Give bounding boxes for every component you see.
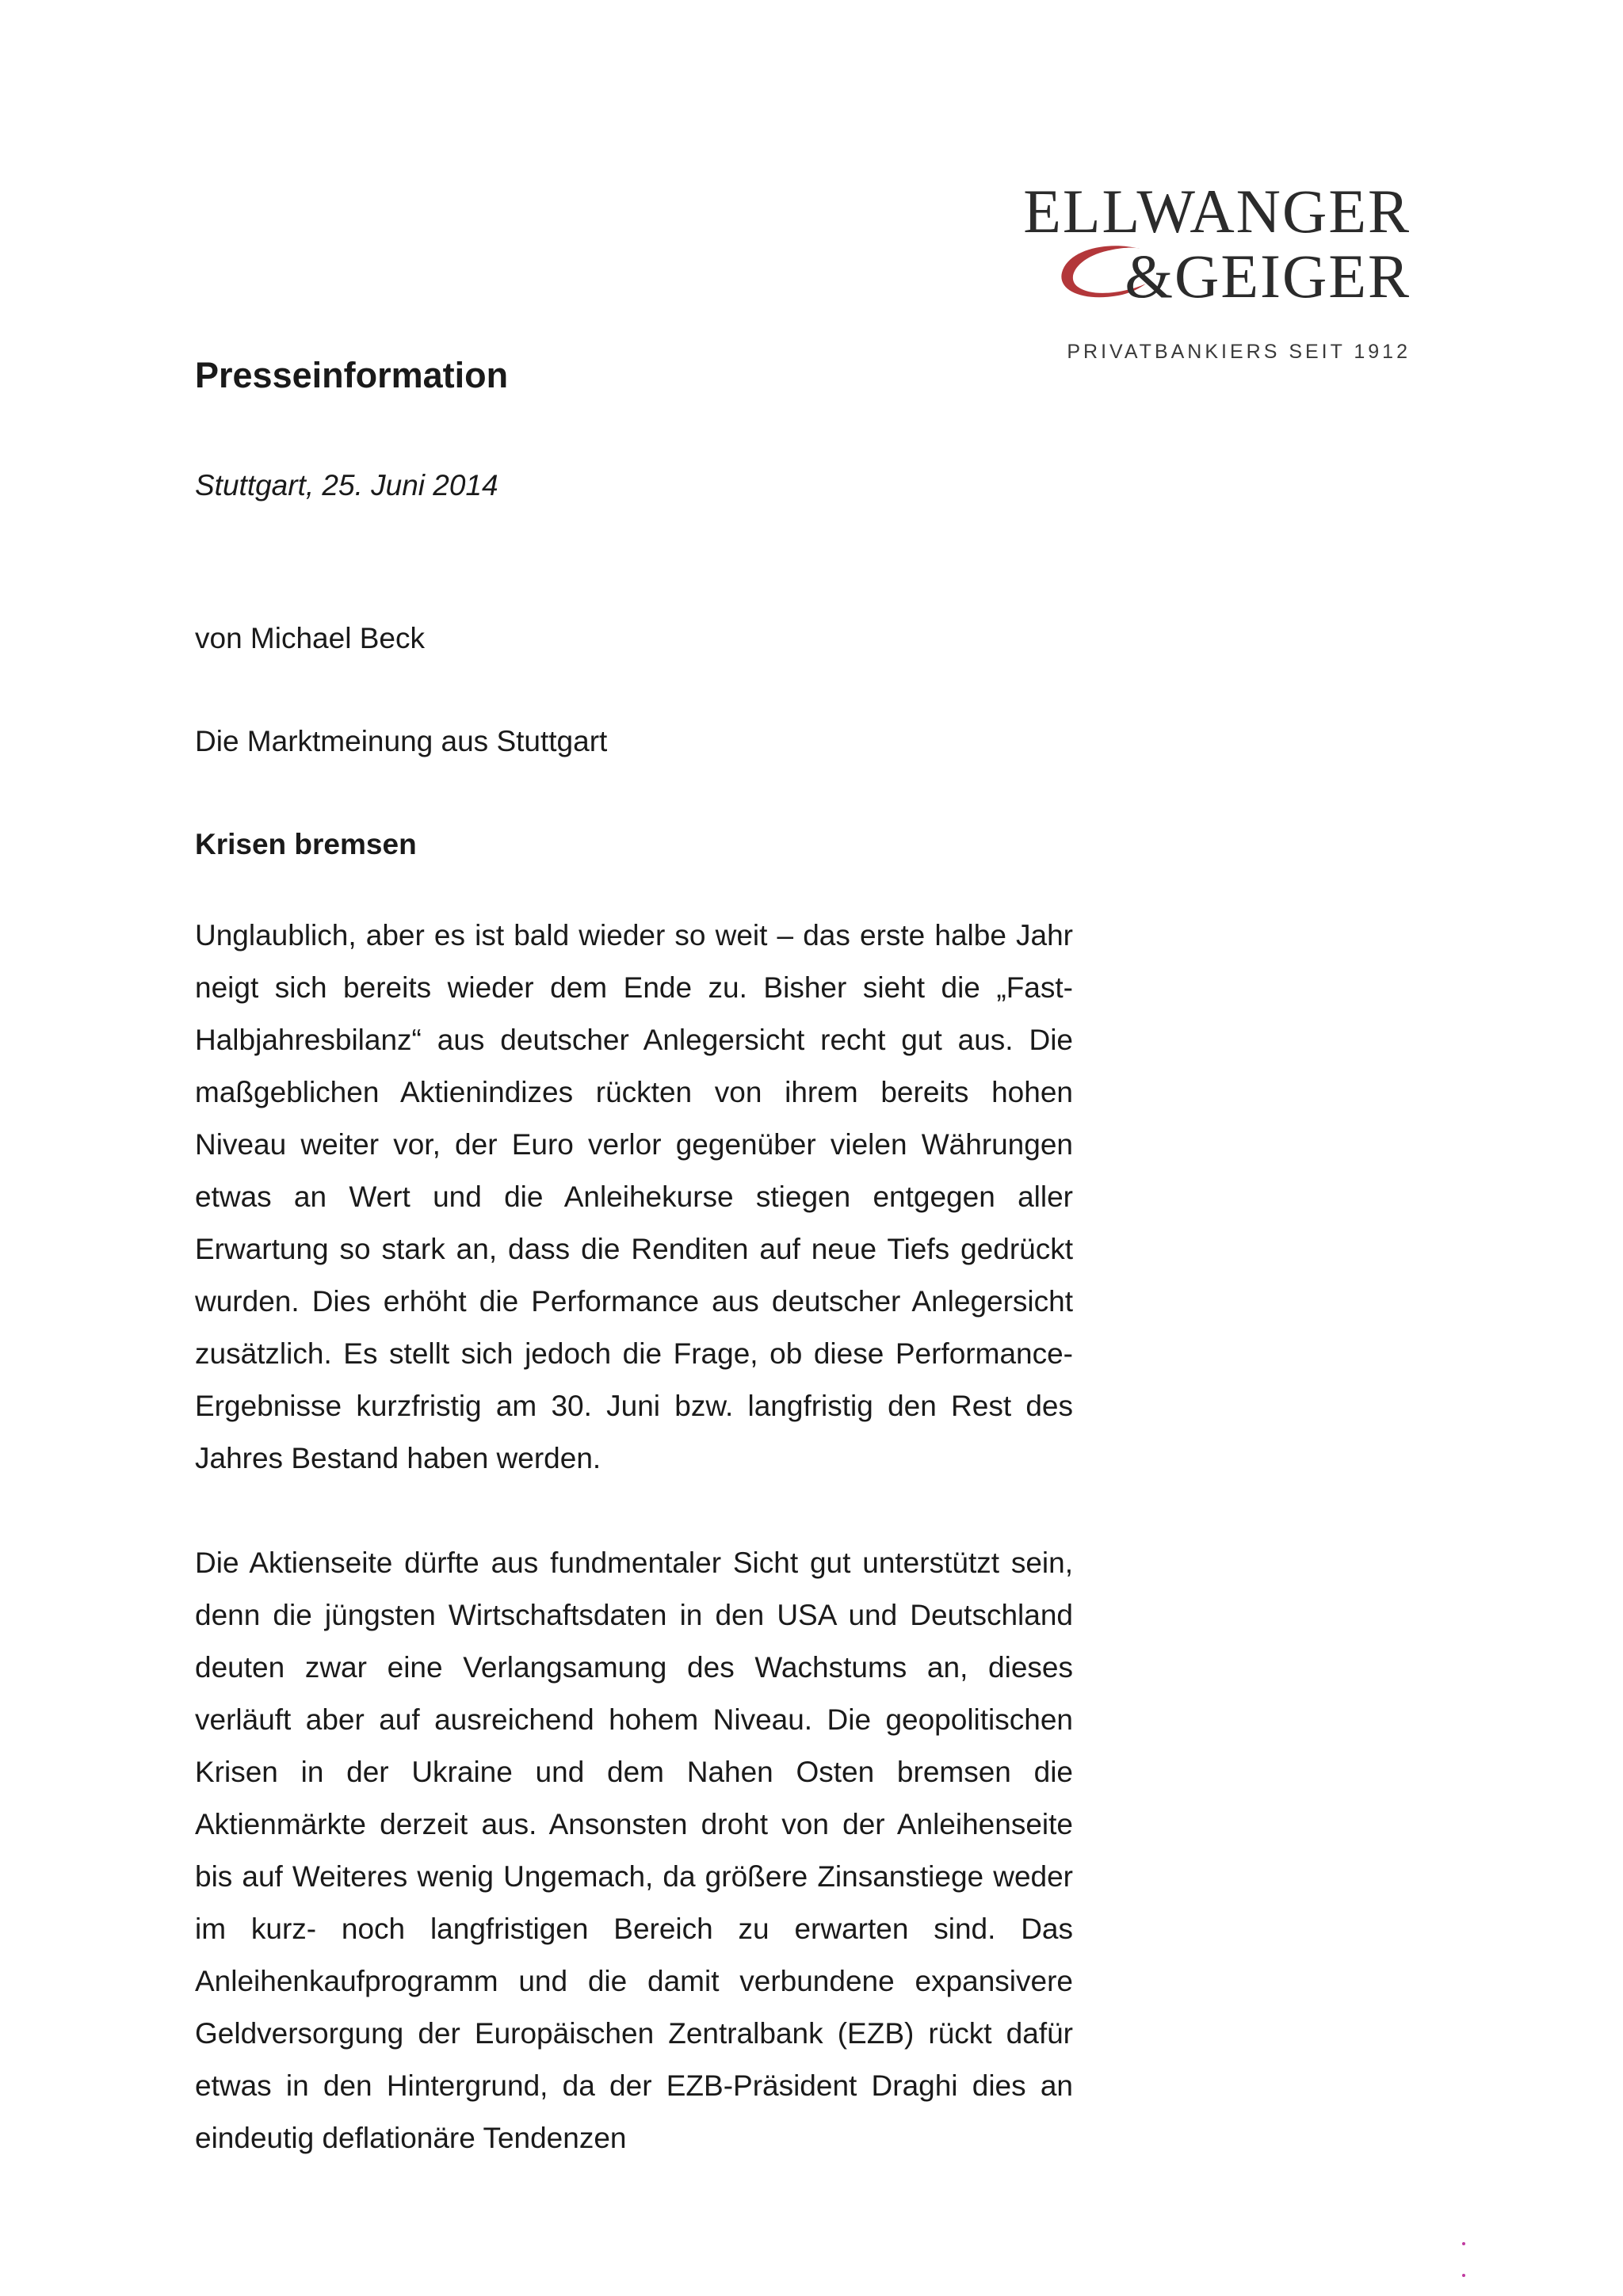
logo-wordmark-line2: &GEIGER: [1125, 242, 1411, 311]
release-date: Stuttgart, 25. Juni 2014: [195, 469, 498, 502]
article-headline: Krisen bremsen: [195, 828, 417, 860]
author-line: von Michael Beck: [195, 622, 425, 654]
company-logo: [1023, 177, 1411, 371]
corner-dot: [1462, 2242, 1465, 2245]
logo-wordmark-line1: ELLWANGER: [1023, 177, 1411, 246]
body-paragraph-2: Die Aktienseite dürfte aus fundmentaler Sicht gut unterstützt sein, denn die jüngsten Wirtschaftsdaten in den USA und Deutschland deuten zwar eine Verlangsamung des Wachstums an, dieses verläuft aber auf ausreichend hohem Niveau. Die geopolitischen Krisen in der Ukraine und dem Nahen Osten bremsen die Aktienmärkte derzeit aus. Ansonsten droht von der Anleihenseite bis auf Weiteres wenig Ungemach, da größere Zinsanstiege weder im kurz- noch langfristigen Bereich zu erwarten sind. Das Anleihenkaufprogramm und die damit verbundene expansivere Geldversorgung der Europäischen Zentralbank (EZB) rückt dafür etwas in den Hintergrund, da der EZB-Präsident Draghi dies an eindeutig deflationäre Tendenzen: [195, 1547, 1073, 2154]
series-title: Die Marktmeinung aus Stuttgart: [195, 725, 608, 757]
corner-dot: [1462, 2274, 1465, 2277]
page-title: Presseinformation: [195, 355, 509, 395]
body-paragraph-1: Unglaublich, aber es ist bald wieder so weit – das erste halbe Jahr neigt sich bereits wieder dem Ende zu. Bisher sieht die „Fast-Halbjahresbilanz“ aus deutscher Anlegersicht recht gut aus. Die maßgeblichen Aktienindizes rückten von ihrem bereits hohen Niveau weiter vor, der Euro verlor gegenüber vielen Währungen etwas an Wert und die Anleihekurse stiegen entgegen aller Erwartung so stark an, dass die Renditen auf neue Tiefs gedrückt wurden. Dies erhöht die Performance aus deutscher Anlegersicht zusätzlich. Es stellt sich jedoch die Frage, ob diese Performance-Ergebnisse kurzfristig am 30. Juni bzw. langfristig den Rest des Jahres Bestand haben werden.: [195, 919, 1073, 1474]
logo-tagline: PRIVATBANKIERS SEIT 1912: [1067, 341, 1411, 363]
corner-marks: [1462, 2242, 1470, 2290]
